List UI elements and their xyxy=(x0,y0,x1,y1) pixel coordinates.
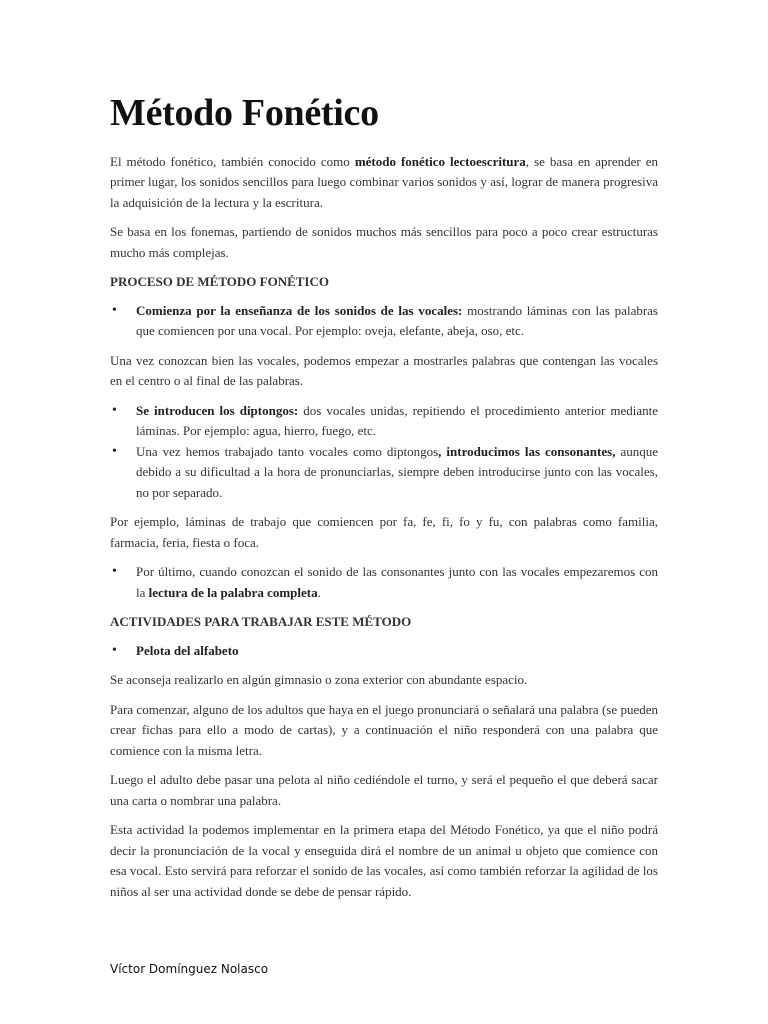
list-item-text: Por último, cuando conozcan el sonido de las consonantes junto con las vocales empezaremos con la xyxy=(136,564,658,600)
list-item-bold: Pelota del alfabeto xyxy=(136,642,239,658)
actividades-paragraph-4: Esta actividad la podemos implementar en la primera etapa del Método Fonético, ya que el niño podrá decir la pronunciación de la vocal y enseguida dirá el nombre de un animal u objeto que comience con esa vocal. Esto servirá para reforzar el sonido de las vocales, así como también reforzar la agilidad de los niños al ser una actividad donde se debe de pensar rápido. xyxy=(110,822,658,899)
intro-text-a: El método fonético, también conocido como xyxy=(110,153,355,169)
list-item-bold: , introducimos las consonantes, xyxy=(438,443,616,459)
section-heading-proceso: PROCESO DE MÉTODO FONÉTICO xyxy=(110,274,329,290)
list-item-text: . xyxy=(317,584,321,600)
actividades-paragraph-1: Se aconseja realizarlo en algún gimnasio o zona exterior con abundante espacio. xyxy=(110,672,528,688)
list-item-text: mostrando láminas con las palabras que comiencen por una vocal. Por ejemplo: oveja, elefante, abeja, oso, etc. xyxy=(136,302,658,339)
intro-text-c: , se basa en aprender en primer lugar, los sonidos sencillos para luego combinar varios sonidos y así, lograr de manera progresiva la adquisición de la lectura y la escritura. xyxy=(110,153,658,210)
list-item-text: dos vocales unidas, repitiendo el procedimiento anterior mediante láminas. Por ejemplo: agua, hierro, fuego, etc. xyxy=(136,402,658,439)
list-item-text: aunque debido a su dificultad a la hora de pronunciarlas, siempre deben introducirse junto con las vocales, no por separado. xyxy=(136,443,658,500)
list-item xyxy=(110,301,658,342)
actividades-paragraph-3: Luego el adulto debe pasar una pelota al niño cediéndole el turno, y será el pequeño el que deberá sacar una carta o nombrar una palabra. xyxy=(110,772,658,808)
proceso-paragraph-1: Una vez conozcan bien las vocales, podemos empezar a mostrarles palabras que contengan las vocales en el centro o al final de las palabras. xyxy=(110,352,658,389)
list-item xyxy=(110,562,658,603)
page-title: Método Fonético xyxy=(110,92,379,134)
list-item-bold: Se introducen los diptongos: xyxy=(136,402,299,418)
proceso-paragraph-2: Por ejemplo, láminas de trabajo que comiencen por fa, fe, fi, fo y fu, con palabras como familia, farmacia, feria, fiesta o foca. xyxy=(110,514,658,550)
list-item xyxy=(110,401,658,442)
list-item-text: Una vez hemos trabajado tanto vocales como diptongos xyxy=(136,443,439,459)
intro-paragraph-2: Se basa en los fonemas, partiendo de sonidos muchos más sencillos para poco a poco crear estructuras mucho más complejas. xyxy=(110,224,658,260)
intro-bold-term: método fonético lectoescritura xyxy=(354,153,526,169)
proceso-list-1 xyxy=(110,301,658,342)
footer-author: Víctor Domínguez Nolasco xyxy=(110,962,269,976)
list-item xyxy=(110,442,658,504)
list-item-bold: lectura de la palabra completa xyxy=(148,584,318,600)
section-heading-actividades: ACTIVIDADES PARA TRABAJAR ESTE MÉTODO xyxy=(110,614,412,630)
list-item-bold: Comienza por la enseñanza de los sonidos de las vocales: xyxy=(136,302,463,318)
intro-paragraph-1 xyxy=(110,152,658,214)
proceso-list-2 xyxy=(110,401,658,504)
actividades-list xyxy=(110,641,658,662)
actividades-paragraph-2: Para comenzar, alguno de los adultos que haya en el juego pronunciará o señalará una palabra (se pueden crear fichas para ello a modo de cartas), y a continuación el niño responderá con una palabra que comience con la misma letra. xyxy=(110,701,658,758)
proceso-list-3 xyxy=(110,562,658,603)
list-item xyxy=(110,641,658,662)
document-body xyxy=(110,92,658,911)
